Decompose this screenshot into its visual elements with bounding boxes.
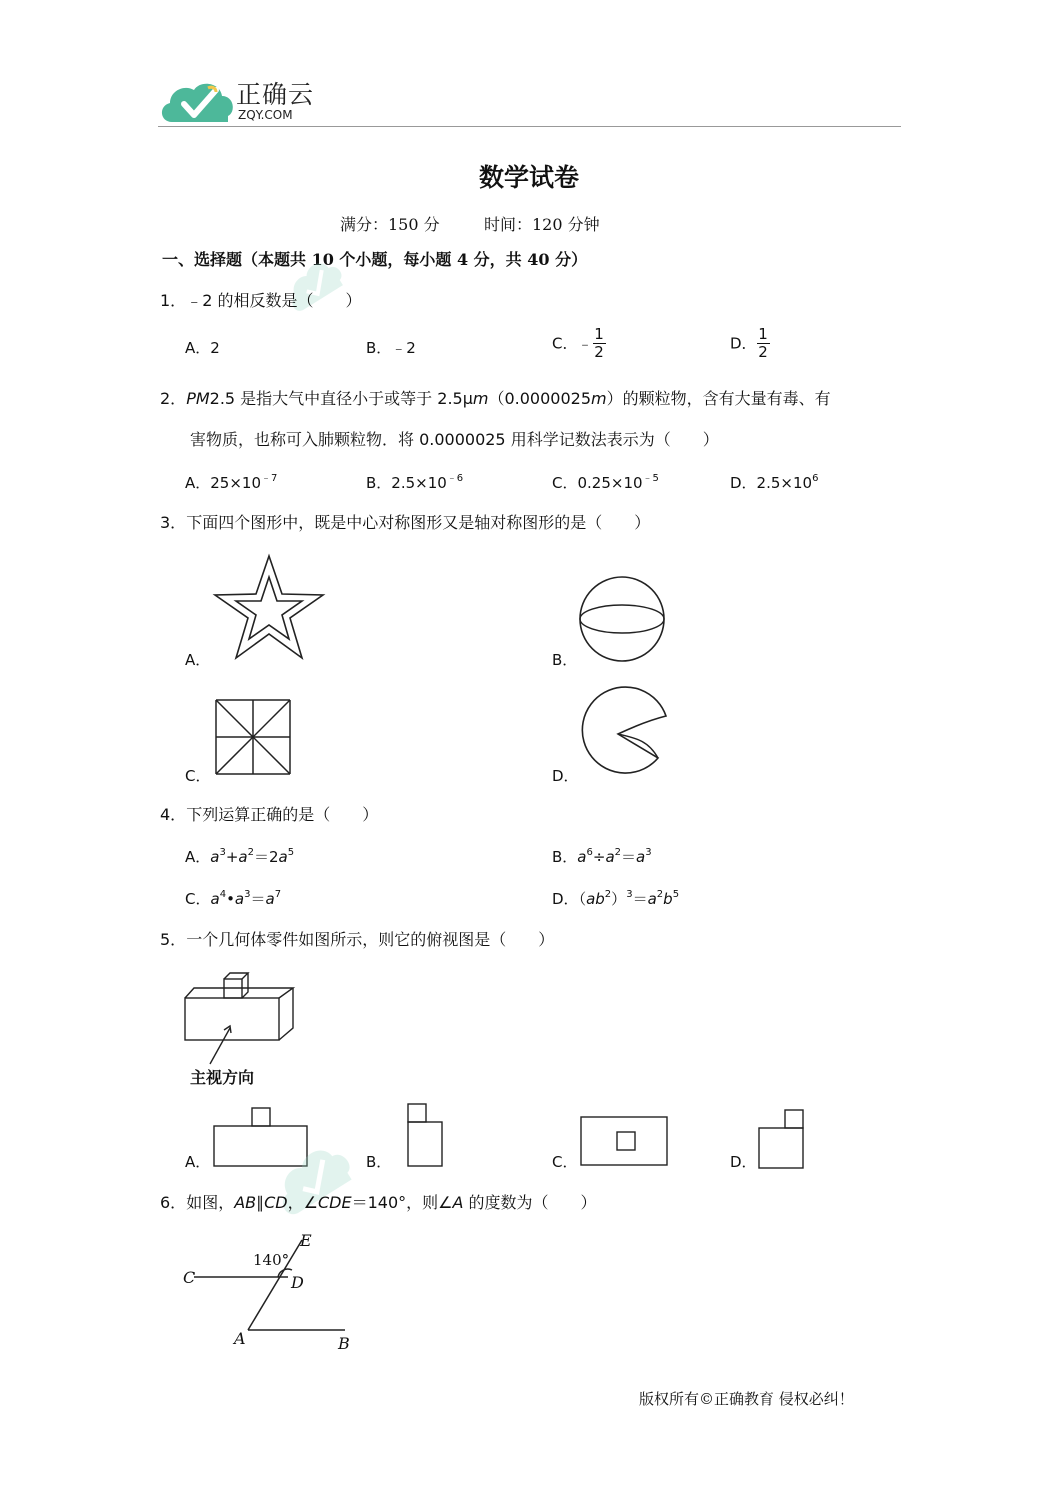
denominator: 2 xyxy=(594,343,604,361)
angle-a: A xyxy=(452,1193,464,1212)
pm-symbol: PM xyxy=(186,389,210,408)
denominator: 2 xyxy=(758,343,768,361)
q5-solid-figure xyxy=(184,970,296,1070)
exponent: ﹣7 xyxy=(261,473,278,484)
q1-option-b: B．﹣2 xyxy=(366,339,416,357)
sphere-icon xyxy=(578,575,668,665)
star-outline-icon xyxy=(212,554,326,662)
option-text: B．2.5×10 xyxy=(366,474,447,492)
q5-option-d: D． xyxy=(730,1153,757,1171)
parallel-symbol: ∥ xyxy=(256,1193,265,1212)
point-e-label: E xyxy=(300,1231,312,1250)
question-text: 下面四个图形中，既是中心对称图形又是轴对称图形的是（ ） xyxy=(186,513,651,532)
point-d-label: D xyxy=(291,1273,304,1292)
fraction xyxy=(757,326,770,361)
question-number: 2． xyxy=(160,389,187,408)
unit-m: m xyxy=(591,389,607,408)
point-a-label: A xyxy=(234,1329,246,1348)
question-number: 6． xyxy=(160,1193,187,1212)
q3-option-b: B． xyxy=(552,651,578,669)
option-label: B． xyxy=(552,848,578,866)
q4-option-c: C．$a^4•a^3=a^7$ xyxy=(185,889,282,908)
question-number: 4． xyxy=(160,805,187,824)
option-text: C．0.25×10 xyxy=(552,474,643,492)
q2-option-a xyxy=(185,473,277,493)
brand-name: 正确云 xyxy=(236,80,315,109)
question-text: ﹣2 的相反数是（ ） xyxy=(186,291,362,310)
q3-figure-a xyxy=(212,554,326,662)
header-divider xyxy=(158,126,901,127)
question-number: 5． xyxy=(160,930,187,949)
time-info: 时间：120 分钟 xyxy=(484,215,600,234)
option-label: D． xyxy=(552,890,579,908)
q5-option-c: C． xyxy=(552,1153,578,1171)
exponent: 6 xyxy=(812,473,819,484)
question-text: 2.5 是指大气中直径小于或等于 2.5μ xyxy=(209,389,473,408)
q4-option-b: B．$a^6\div a^2=a^3$ xyxy=(552,847,652,866)
question-text: ）的颗粒物，含有大量有毒、有 xyxy=(606,389,831,408)
question-text: 的度数为（ ） xyxy=(463,1193,597,1212)
copyright-footer: 版权所有©正确教育 侵权必纠！ xyxy=(639,1390,854,1408)
question-text: ＝140°，则∠ xyxy=(351,1193,453,1212)
numerator: 1 xyxy=(758,325,768,343)
option-text: D．2.5×10 xyxy=(730,474,813,492)
numerator: 1 xyxy=(594,325,604,343)
question-text: （0.0000025 xyxy=(488,389,592,408)
q1-option-d xyxy=(730,326,770,361)
point-c-label: C xyxy=(183,1268,196,1287)
q5-option-a: A． xyxy=(185,1153,211,1171)
pacman-circle-icon xyxy=(580,688,672,780)
q2-option-d xyxy=(730,473,818,493)
top-view-c-icon xyxy=(580,1116,670,1168)
score-info: 满分：150 分 xyxy=(340,215,440,234)
unit-m: m xyxy=(472,389,489,408)
question-1 xyxy=(160,291,361,311)
q3-option-a: A． xyxy=(185,651,211,669)
question-text: 下列运算正确的是（ ） xyxy=(186,805,379,824)
point-b-label: B xyxy=(338,1334,350,1353)
segment-ab: AB xyxy=(234,1193,257,1212)
q6-geometry-figure xyxy=(180,1230,360,1354)
question-number: 3． xyxy=(160,513,187,532)
question-5 xyxy=(160,930,554,950)
exponent: ﹣6 xyxy=(446,473,464,484)
q3-figure-d xyxy=(580,688,672,780)
q3-option-c: C． xyxy=(185,767,211,785)
minus-sign: ﹣ xyxy=(577,334,593,353)
question-2 xyxy=(160,389,831,409)
q2-option-b xyxy=(366,473,463,493)
exponent: ﹣5 xyxy=(642,473,659,484)
question-4 xyxy=(160,805,378,825)
q4-option-a: A．$a^3+a^2=2a^5$ xyxy=(185,847,295,866)
question-number: 1． xyxy=(160,291,187,310)
q3-figure-c xyxy=(214,698,292,776)
q5-figure-c xyxy=(580,1116,670,1168)
angle-label: 140° xyxy=(253,1251,290,1269)
view-direction-label: 主视方向 xyxy=(190,1068,255,1087)
segment-cd: CD xyxy=(264,1193,288,1212)
q1-option-a: A．2 xyxy=(185,339,220,357)
option-label: C． xyxy=(552,334,578,353)
q3-option-d: D． xyxy=(552,767,579,785)
page-title: 数学试卷 xyxy=(478,163,579,192)
option-label: D． xyxy=(730,334,757,353)
option-label: C． xyxy=(185,890,211,908)
question-text: ，∠ xyxy=(287,1193,318,1212)
q4-option-d: D．$(ab^2)^3=a^2b^5$ xyxy=(552,889,680,908)
q5-figure-d xyxy=(758,1108,806,1170)
q3-figure-b xyxy=(578,575,668,665)
option-label: A． xyxy=(185,848,211,866)
top-view-d-icon xyxy=(758,1108,806,1170)
solid-block-icon xyxy=(184,970,296,1070)
question-2-line2: 害物质，也称可入肺颗粒物．将 0.0000025 用科学记数法表示为（ ） xyxy=(190,430,719,449)
question-3 xyxy=(160,513,650,533)
parallel-lines-diagram-icon xyxy=(180,1230,360,1354)
question-6 xyxy=(160,1193,597,1213)
q5-option-b: B． xyxy=(366,1153,392,1171)
brand-url: ZQY.COM xyxy=(238,108,293,122)
angle-cde: CDE xyxy=(317,1193,352,1212)
section-heading: 一、选择题（本题共 10 个小题，每小题 4 分，共 40 分） xyxy=(162,250,588,269)
q2-option-c xyxy=(552,473,659,493)
q1-option-c xyxy=(552,326,606,361)
pinwheel-icon xyxy=(214,698,292,776)
question-text: 一个几何体零件如图所示，则它的俯视图是（ ） xyxy=(186,930,555,949)
fraction xyxy=(593,326,606,361)
question-text: 如图， xyxy=(186,1193,235,1212)
option-text: A．25×10 xyxy=(185,474,262,492)
